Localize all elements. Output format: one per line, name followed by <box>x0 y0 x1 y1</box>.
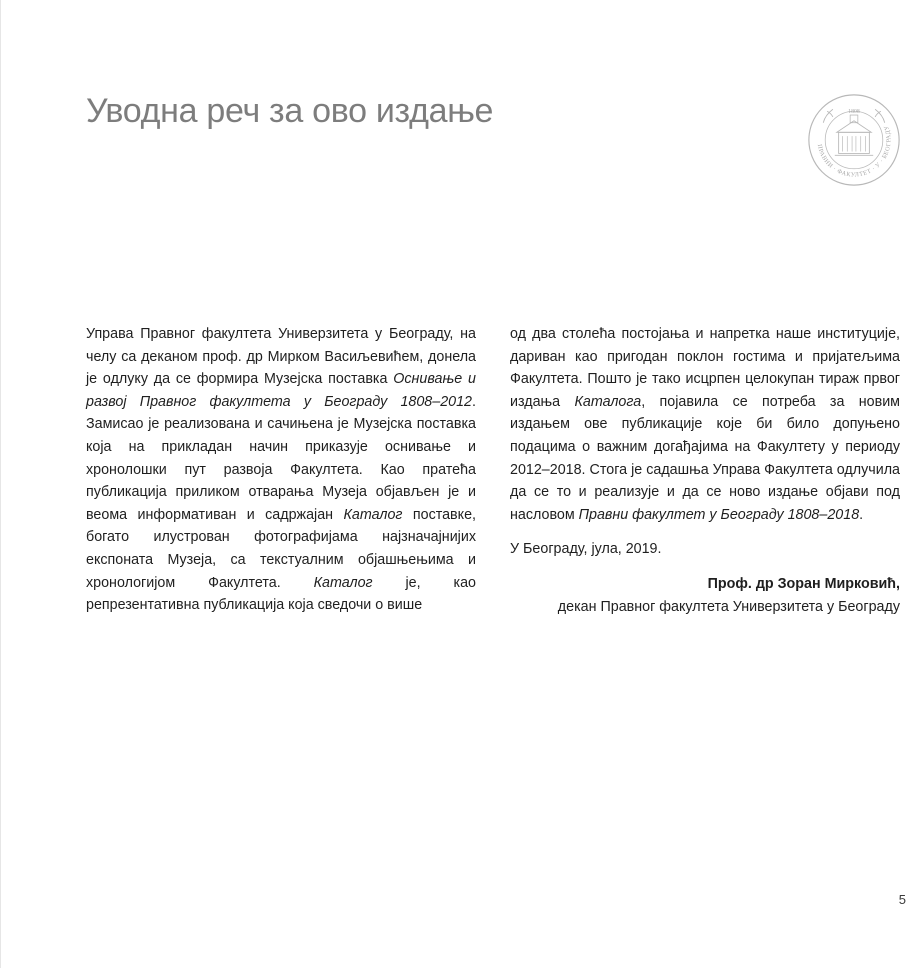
seal-ring-text: ПРАВНИ · ФАКУЛТЕТ · У · БЕОГРАДУ <box>815 124 893 179</box>
intro-paragraph-continued: од два столећа постојања и напретка наше институције, дариван као пригодан поклон гостима и пријатељима Факултета. Пошто је тако исцрпен целокупан тираж првог издања Каталога, појавила се потреба за новим издањем ове публикације које би било допуњено подацима о важним догађајима на Факултету у периоду 2012–2018. Стога је садашња Управа Факултета одлучила да се то и реализује и да се ново издање објави под насловом Правни факултет у Београду 1808–2018. <box>510 326 901 523</box>
signature-name: Проф. др Зоран Мирковић, <box>707 575 900 592</box>
intro-paragraph: Управа Правног факултета Универзитета у Београду, на челу са деканом проф. др Мирком Васиљевићем, донела је одлуку да се формира Музејска поставка Оснивање и развој Правног факултета у Београду 1808–2012. Замисао је реализована и сачињена је Музејска поставка која на прикладан начин приказује оснивање и хронолошки пут развоја Факултета. Као пратећа публикација приликом отварања Музеја објављен је и веома информативан и садржајан Каталог поставке, богато илустрован фотографијама најзначајнијих експоната Музеја, са текстуалним објашњењима и хронологијом Факултета. Каталог је, као репрезентативна публикација која сведочи о више <box>86 326 476 614</box>
signature-block <box>510 573 900 618</box>
exhibition-title: Оснивање и развој Правног факултета у Београду 1808–2012 <box>86 371 476 410</box>
page-title: Уводна реч за ово издање <box>86 92 494 130</box>
place-date: У Београду, јула, 2019. <box>510 541 662 558</box>
intro-text-right-column <box>510 323 900 618</box>
catalog-italic: Каталог <box>313 574 373 591</box>
intro-text-left-column <box>86 323 476 617</box>
law-faculty-seal-icon <box>806 92 902 188</box>
seal-year: 1808 <box>848 109 860 116</box>
page-number: 5 <box>898 892 906 907</box>
catalog-italic: Каталог <box>343 506 403 523</box>
page-edge <box>0 0 1 968</box>
catalog-italic: Каталога <box>574 393 642 410</box>
signature-title: декан Правног факултета Универзитета у Београду <box>557 598 900 615</box>
publication-title: Правни факултет у Београду 1808–2018 <box>578 506 860 523</box>
